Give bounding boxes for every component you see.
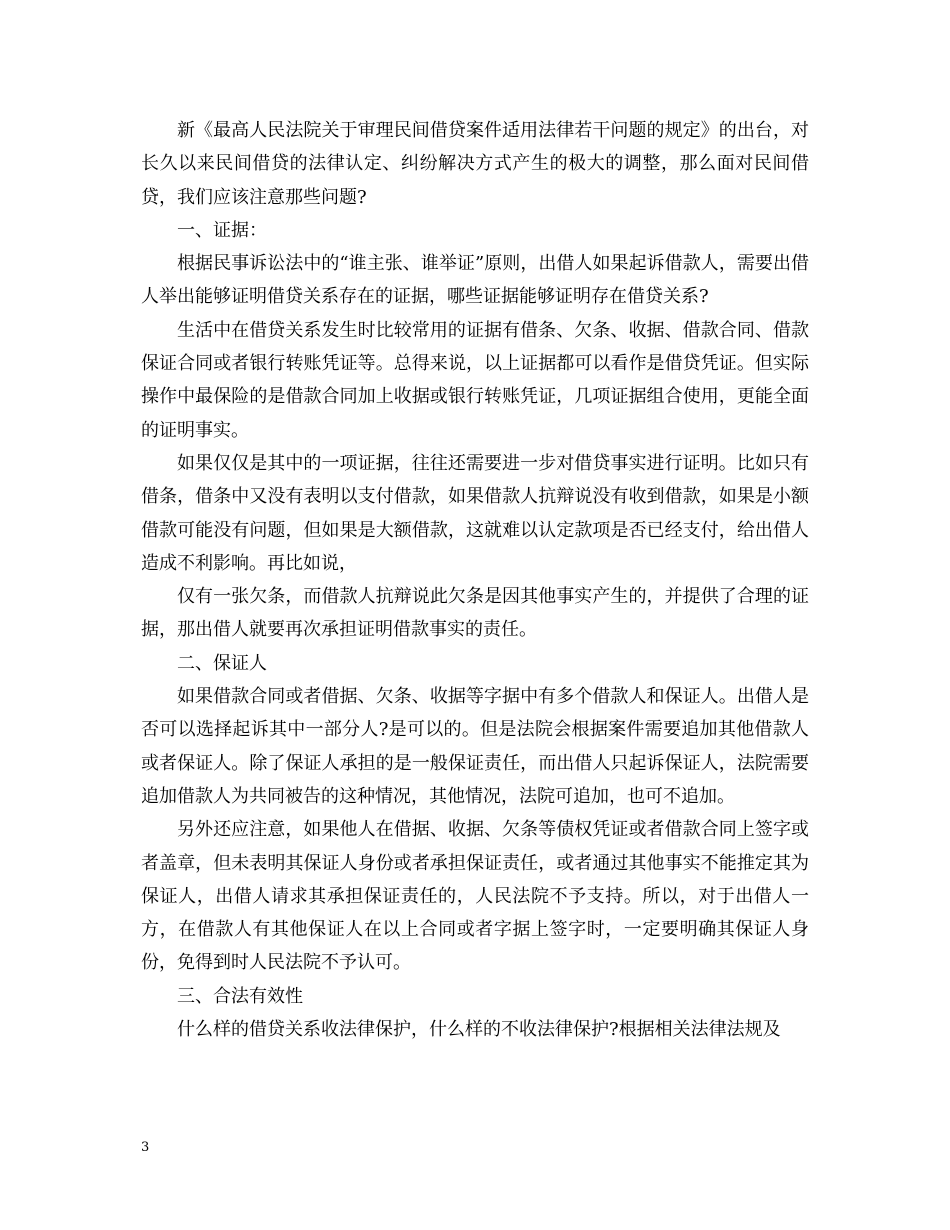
- page-number: 3: [141, 1140, 150, 1155]
- section-heading-evidence: 一、证据：: [177, 219, 267, 241]
- body-paragraph: 另外还应注意，如果他人在借据、收据、欠条等债权凭证或者借款合同上签字或者盖章，但未表明其保证人身份或者承担保证责任，或者通过其他事实不能推定其为保证人，出借人请求其承担保证责任的，人民法院不予支持。所以，对于出借人一方，在借款人有其他保证人在以上合同或者字据上签字时，一定要明确其保证人身份，免得到时人民法院不予认可。: [141, 819, 809, 974]
- document-body: [141, 114, 809, 1046]
- section-heading-guarantor: 二、保证人: [177, 652, 267, 674]
- body-paragraph: 什么样的借贷关系收法律保护，什么样的不收法律保护?根据相关法律法规及: [177, 1019, 781, 1041]
- intro-paragraph: 新《最高人民法院关于审理民间借贷案件适用法律若干问题的规定》的出台，对长久以来民间借贷的法律认定、纠纷解决方式产生的极大的调整，那么面对民间借贷，我们应该注意那些问题?: [141, 120, 809, 208]
- section-heading-validity: 三、合法有效性: [177, 985, 303, 1007]
- body-paragraph: 仅有一张欠条，而借款人抗辩说此欠条是因其他事实产生的，并提供了合理的证据，那出借人就要再次承担证明借款事实的责任。: [141, 586, 809, 641]
- body-paragraph: 根据民事诉讼法中的“谁主张、谁举证”原则，出借人如果起诉借款人，需要出借人举出能够证明借贷关系存在的证据，哪些证据能够证明存在借贷关系?: [141, 253, 809, 308]
- body-paragraph: 生活中在借贷关系发生时比较常用的证据有借条、欠条、收据、借款合同、借款保证合同或者银行转账凭证等。总得来说，以上证据都可以看作是借贷凭证。但实际操作中最保险的是借款合同加上收据或银行转账凭证，几项证据组合使用，更能全面的证明事实。: [141, 319, 809, 441]
- body-paragraph: 如果仅仅是其中的一项证据，往往还需要进一步对借贷事实进行证明。比如只有借条，借条中又没有表明以支付借款，如果借款人抗辩说没有收到借款，如果是小额借款可能没有问题，但如果是大额借款，这就难以认定款项是否已经支付，给出借人造成不利影响。再比如说，: [141, 452, 809, 574]
- body-paragraph: 如果借款合同或者借据、欠条、收据等字据中有多个借款人和保证人。出借人是否可以选择起诉其中一部分人?是可以的。但是法院会根据案件需要追加其他借款人或者保证人。除了保证人承担的是一般保证责任，而出借人只起诉保证人，法院需要追加借款人为共同被告的这种情况，其他情况，法院可追加，也可不追加。: [141, 686, 809, 807]
